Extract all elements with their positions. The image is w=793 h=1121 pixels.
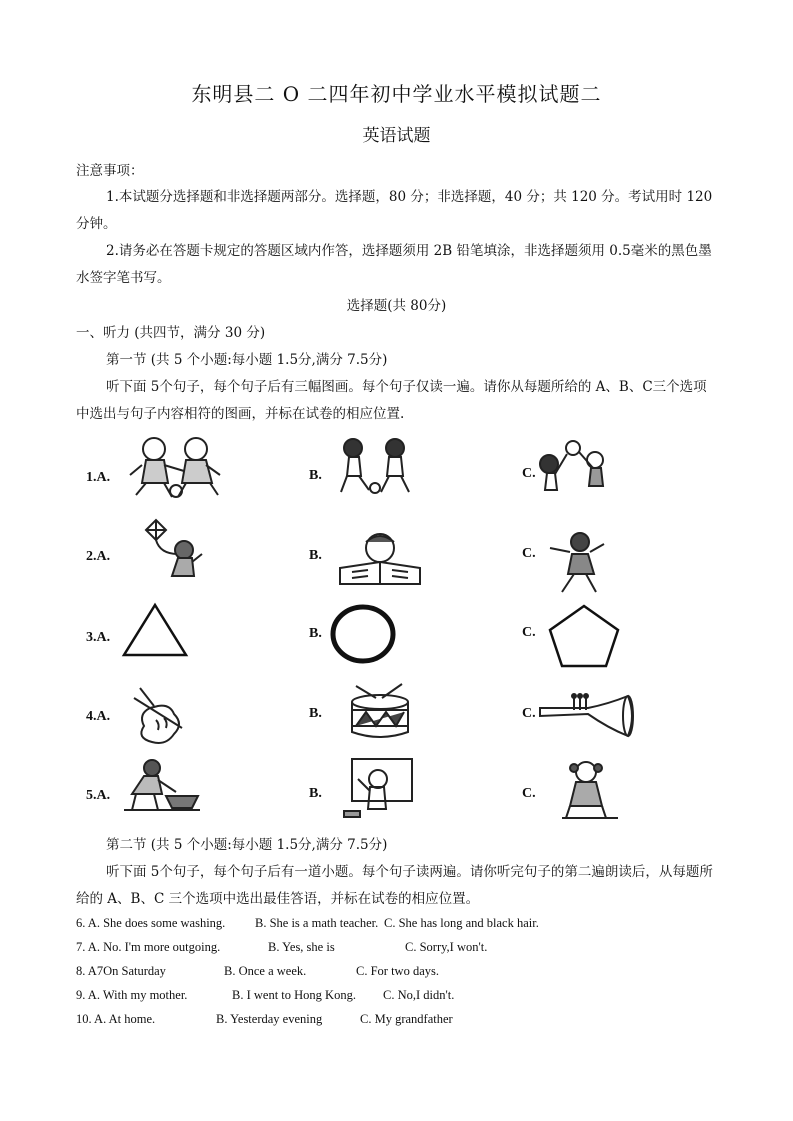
question-option-b: B. Yes, she is <box>268 940 335 954</box>
drum-icon[interactable] <box>346 682 412 740</box>
option-label: B. <box>309 706 322 721</box>
option-label: 4.A. <box>86 709 111 724</box>
sec2-instruction: 听下面 5个句子，每个句子后有一道小题。每个句子读两遍。请你听完句子的第二遍朗读后，从每题所给的 A、B、C 三个选项中选出最佳答语，并标在试卷的相应位置。 <box>76 864 713 907</box>
section-title: 选择题(共 80分) <box>346 298 447 314</box>
girl-dancing-icon[interactable] <box>546 530 608 594</box>
question-option-a: 7. A. No. I'm more outgoing. <box>76 940 221 954</box>
notes-heading: 注意事项： <box>76 163 144 179</box>
kite-flying-icon[interactable] <box>142 518 204 582</box>
page-title: 东明县二 O 二四年初中学业水平模拟试题二 <box>191 82 602 106</box>
question-option-b: B. Once a week. <box>224 964 307 978</box>
question-option-c: C. Sorry,I won't. <box>405 940 488 954</box>
option-label: C. <box>522 786 536 801</box>
option-label: 5.A. <box>86 788 111 803</box>
option-label: 1.A. <box>86 470 111 485</box>
question-option-c: C. My grandfather <box>360 1012 453 1026</box>
sec1-heading: 第一节 (共 5 个小题:每小题 1.5分,满分 7.5分) <box>106 352 388 368</box>
option-label: 3.A. <box>86 630 111 645</box>
kids-soccer-icon[interactable] <box>335 438 420 498</box>
trumpet-icon[interactable] <box>538 688 636 744</box>
violin-icon[interactable] <box>130 684 188 746</box>
note-item-1: 1.本试题分选择题和非选择题两部分。选择题，80 分；非选择题，40 分；共 120 分。考试用时 120分钟。 <box>76 189 713 232</box>
question-option-c: C. She has long and black hair. <box>384 916 539 930</box>
circle-icon[interactable] <box>330 604 396 664</box>
option-label: B. <box>309 786 322 801</box>
girl-sitting-icon[interactable] <box>560 760 622 820</box>
girl-washing-icon[interactable] <box>122 758 202 816</box>
option-label: C. <box>522 466 536 481</box>
question-option-b: B. I went to Hong Kong. <box>232 988 356 1002</box>
page-subtitle: 英语试题 <box>362 126 431 146</box>
option-label: C. <box>522 625 536 640</box>
question-option-c: C. No,I didn't. <box>383 988 455 1002</box>
part1-heading: 一、听力 (共四节，满分 30 分) <box>76 325 266 341</box>
sec2-heading: 第二节 (共 5 个小题:每小题 1.5分,满分 7.5分) <box>106 837 388 853</box>
boy-reading-icon[interactable] <box>338 532 423 587</box>
option-label: B. <box>309 626 322 641</box>
question-option-a: 8. A7On Saturday <box>76 964 166 978</box>
option-label: 2.A. <box>86 549 111 564</box>
boy-drawing-icon[interactable] <box>342 757 416 819</box>
pentagon-icon[interactable] <box>548 604 620 668</box>
option-label: C. <box>522 546 536 561</box>
sec1-instruction: 听下面 5个句子，每个句子后有三幅图画。每个句子仅读一遍。请你从每题所给的 A、B、C三个选项中选出与句子内容相符的图画，并标在试卷的相应位置. <box>76 379 707 422</box>
question-option-a: 10. A. At home. <box>76 1012 156 1026</box>
question-option-b: B. She is a math teacher. <box>255 916 379 930</box>
option-label: B. <box>309 548 322 563</box>
note-item-2: 2.请务必在答题卡规定的答题区域内作答，选择题须用 2B 铅笔填涂，非选择题须用 0.5毫米的黑色墨水签字笔书写。 <box>76 243 712 286</box>
question-option-a: 6. A. She does some washing. <box>76 916 226 930</box>
option-label: C. <box>522 706 536 721</box>
kids-volleyball-icon[interactable] <box>537 440 612 500</box>
question-option-b: B. Yesterday evening <box>216 1012 323 1026</box>
option-label: B. <box>309 468 322 483</box>
question-option-c: C. For two days. <box>356 964 439 978</box>
question-option-a: 9. A. With my mother. <box>76 988 188 1002</box>
triangle-icon[interactable] <box>120 602 190 658</box>
kids-wrestling-icon[interactable] <box>124 435 229 500</box>
